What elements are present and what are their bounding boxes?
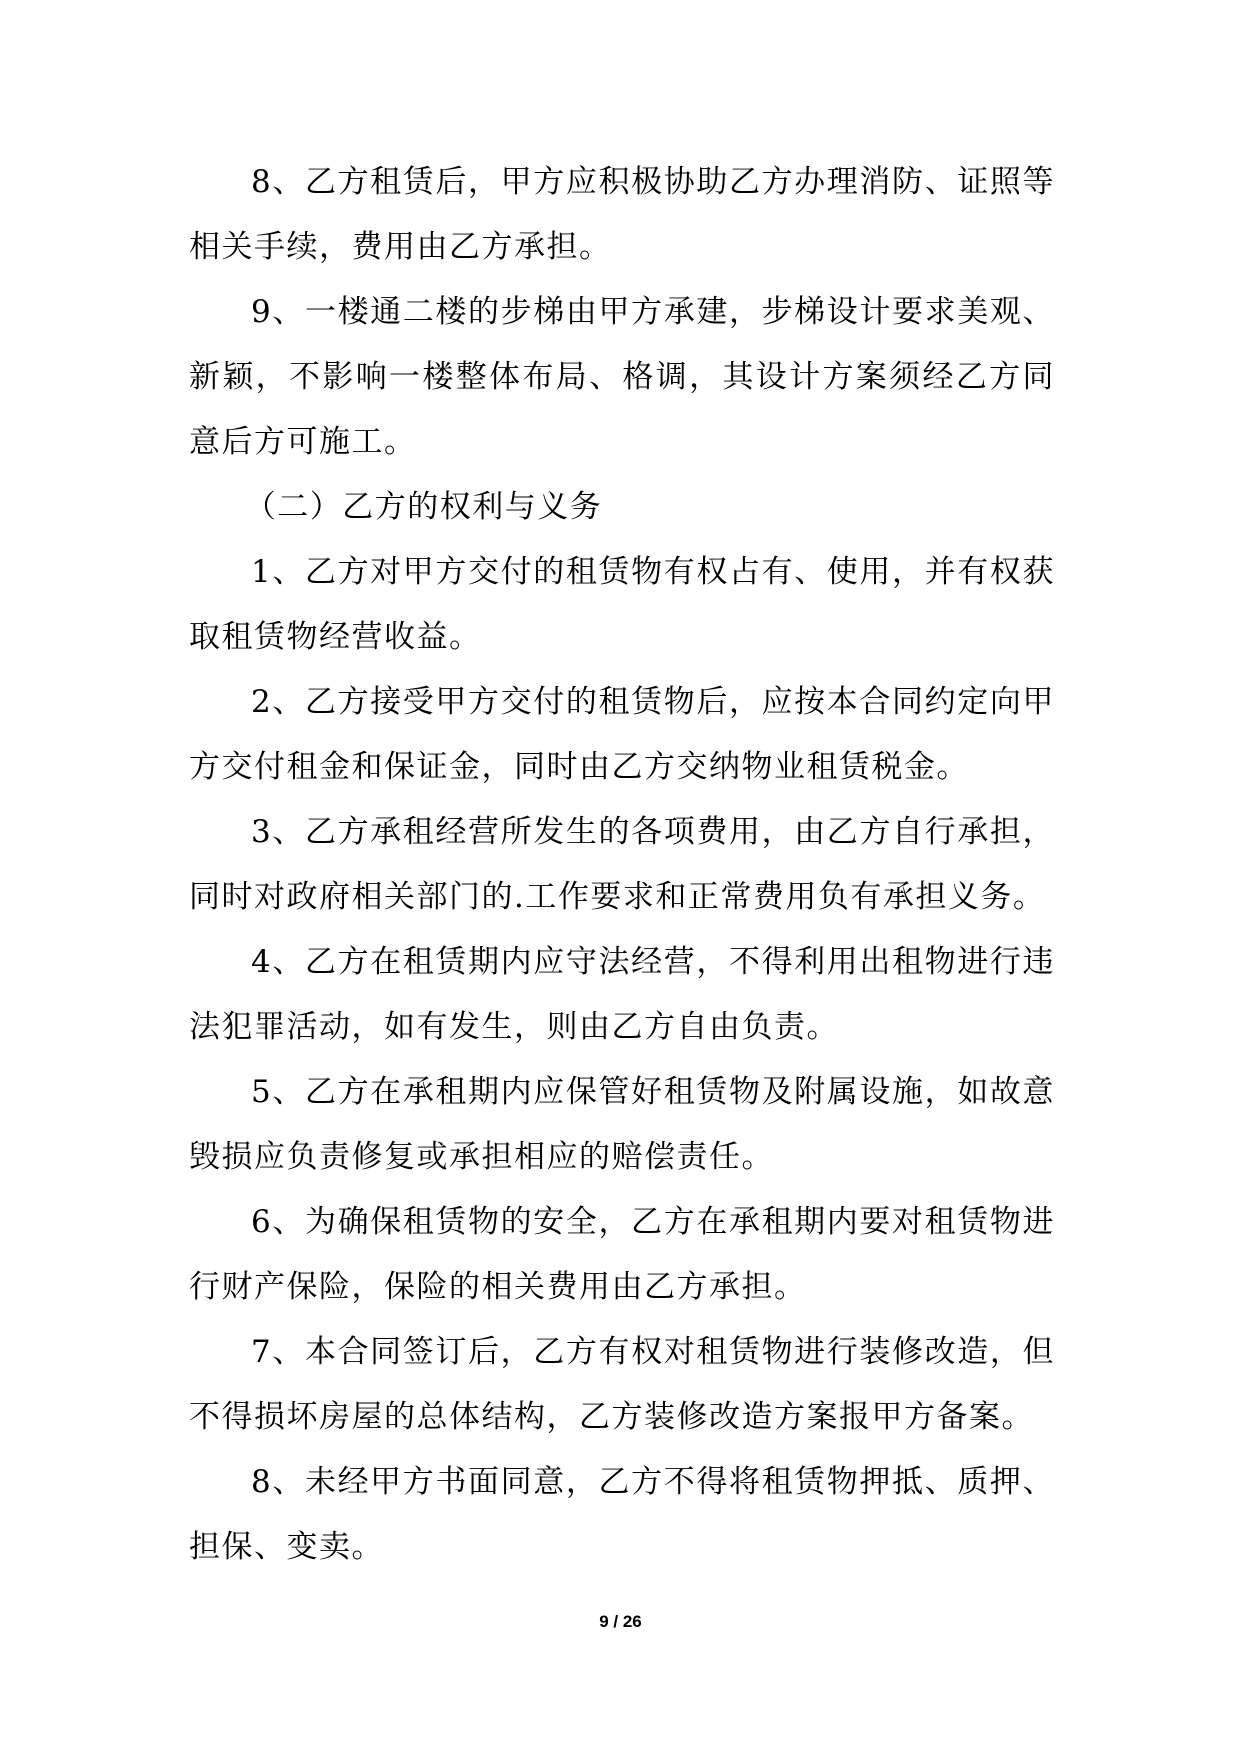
paragraph-item-7-renovation: 7、本合同签订后，乙方有权对租赁物进行装修改造，但不得损坏房屋的总体结构，乙方装修改造方案报甲方备案。 [189,1334,1055,1435]
paragraph-item-8-fire-permits: 8、乙方租赁后，甲方应积极协助乙方办理消防、证照等相关手续，费用由乙方承担。 [189,164,1055,265]
paragraph-item-1-possession: 1、乙方对甲方交付的租赁物有权占有、使用，并有权获取租赁物经营收益。 [189,554,1055,655]
paragraph-item-6-insurance: 6、为确保租赁物的安全，乙方在承租期内要对租赁物进行财产保险，保险的相关费用由乙方承担。 [189,1204,1055,1305]
paragraph-item-8-no-mortgage: 8、未经甲方书面同意，乙方不得将租赁物押抵、质押、担保、变卖。 [189,1464,1055,1565]
document-body [189,150,1055,1580]
paragraph-item-5-maintenance: 5、乙方在承租期内应保管好租赁物及附属设施，如故意毁损应负责修复或承担相应的赔偿责任。 [189,1074,1055,1175]
paragraph-item-3-expenses: 3、乙方承租经营所发生的各项费用，由乙方自行承担，同时对政府相关部门的.工作要求和正常费用负有承担义务。 [189,814,1055,915]
paragraph-item-9-staircase: 9、一楼通二楼的步梯由甲方承建，步梯设计要求美观、新颖，不影响一楼整体布局、格调，其设计方案须经乙方同意后方可施工。 [189,294,1055,460]
page-number: 9 / 26 [599,1612,642,1631]
paragraph-item-2-rent-deposit: 2、乙方接受甲方交付的租赁物后，应按本合同约定向甲方交付租金和保证金，同时由乙方交纳物业租赁税金。 [189,684,1055,785]
paragraph-item-4-lawful-operation: 4、乙方在租赁期内应守法经营，不得利用出租物进行违法犯罪活动，如有发生，则由乙方自由负责。 [189,944,1055,1045]
section-heading-party-b-rights: （二）乙方的权利与义务 [244,489,603,525]
